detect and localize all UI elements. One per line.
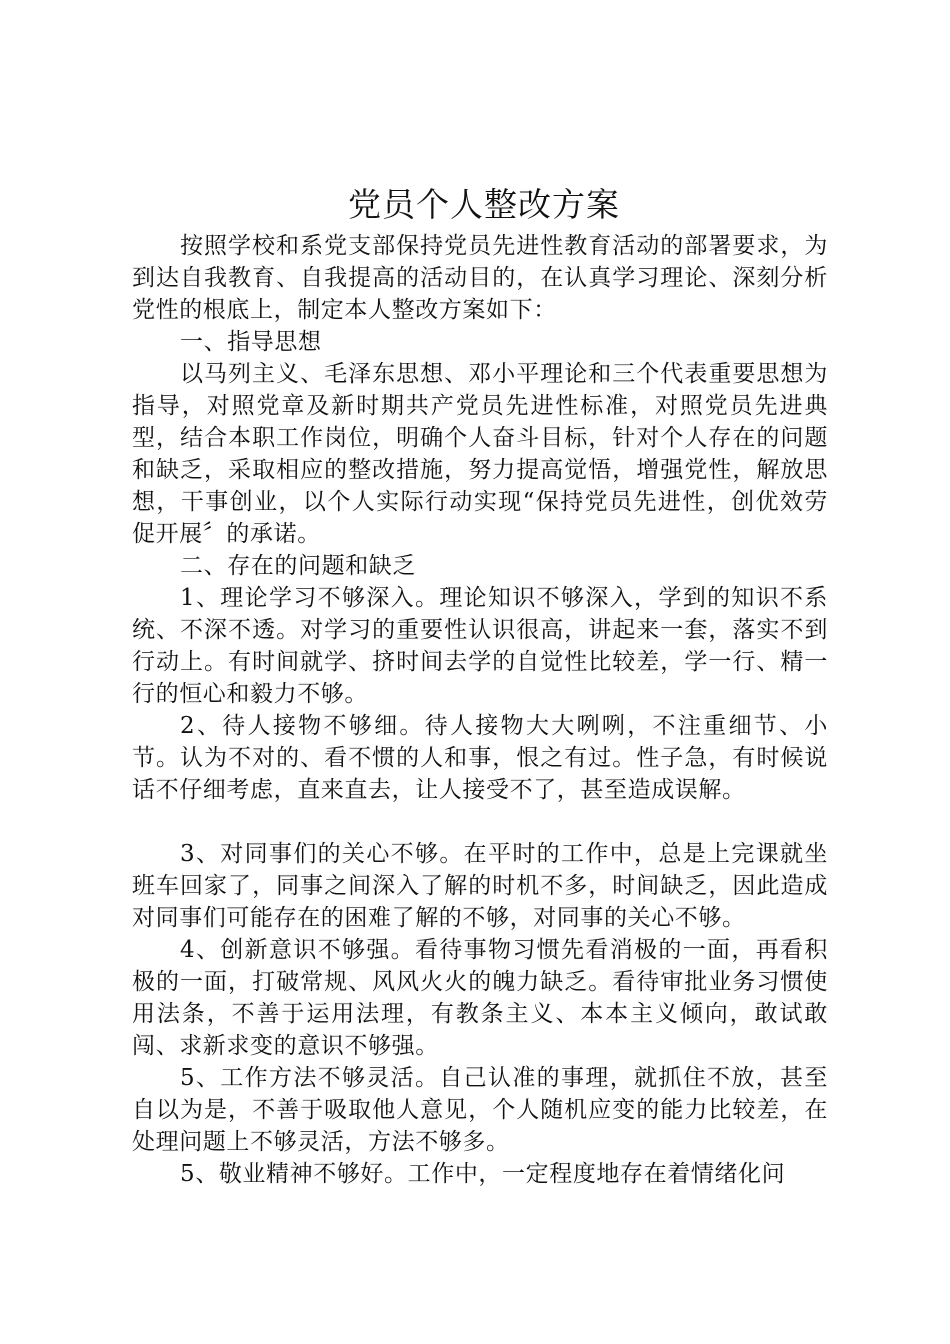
problem-item-3: 3、对同事们的关心不够。在平时的工作中，总是上完课就坐班车回家了，同事之间深入了解的时机不多，时间缺乏，因此造成对同事们可能存在的困难了解的不够，对同事的关心不够。: [132, 841, 828, 931]
problem-item-1: 1、理论学习不够深入。理论知识不够深入，学到的知识不系统、不深不透。对学习的重要性认识很高，讲起来一套，落实不到行动上。有时间就学、挤时间去学的自觉性比较差，学一行、精一行的恒心和毅力不够。: [132, 585, 828, 707]
paragraph-gap: [132, 806, 828, 838]
problem-item-4: 4、创新意识不够强。看待事物习惯先看消极的一面，再看积极的一面，打破常规、风风火火的魄力缺乏。看待审批业务习惯使用法条，不善于运用法理，有教条主义、本本主义倾向，敢试敢闯、求新求变的意识不够强。: [132, 937, 828, 1059]
intro-paragraph: 按照学校和系党支部保持党员先进性教育活动的部署要求，为到达自我教育、自我提高的活动目的，在认真学习理论、深刻分析党性的根底上，制定本人整改方案如下：: [132, 233, 828, 323]
problem-item-5: 5、工作方法不够灵活。自己认准的事理，就抓住不放，甚至自以为是，不善于吸取他人意见，个人随机应变的能力比较差，在处理问题上不够灵活，方法不够多。: [132, 1065, 828, 1155]
guiding-thought-paragraph: 以马列主义、毛泽东思想、邓小平理论和三个代表重要思想为指导，对照党章及新时期共产党员先进性标准，对照党员先进典型，结合本职工作岗位，明确个人奋斗目标，针对个人存在的问题和缺乏，采取相应的整改措施，努力提高觉悟，增强党性，解放思想，干事创业，以个人实际行动实现“保持党员先进性，创优效劳促开展〞的承诺。: [132, 361, 828, 547]
section-heading-problems: 二、存在的问题和缺乏: [180, 553, 416, 579]
problem-item-6: 5、敬业精神不够好。工作中，一定程度地存在着情绪化问: [180, 1161, 786, 1187]
document-title: 党员个人整改方案: [348, 185, 620, 224]
problem-item-2: 2、待人接物不够细。待人接物大大咧咧，不注重细节、小节。认为不对的、看不惯的人和事，恨之有过。性子急，有时候说话不仔细考虑，直来直去，让人接受不了，甚至造成误解。: [132, 713, 828, 803]
section-heading-guiding-thought: 一、指导思想: [180, 329, 322, 355]
document-page: [132, 180, 828, 1190]
